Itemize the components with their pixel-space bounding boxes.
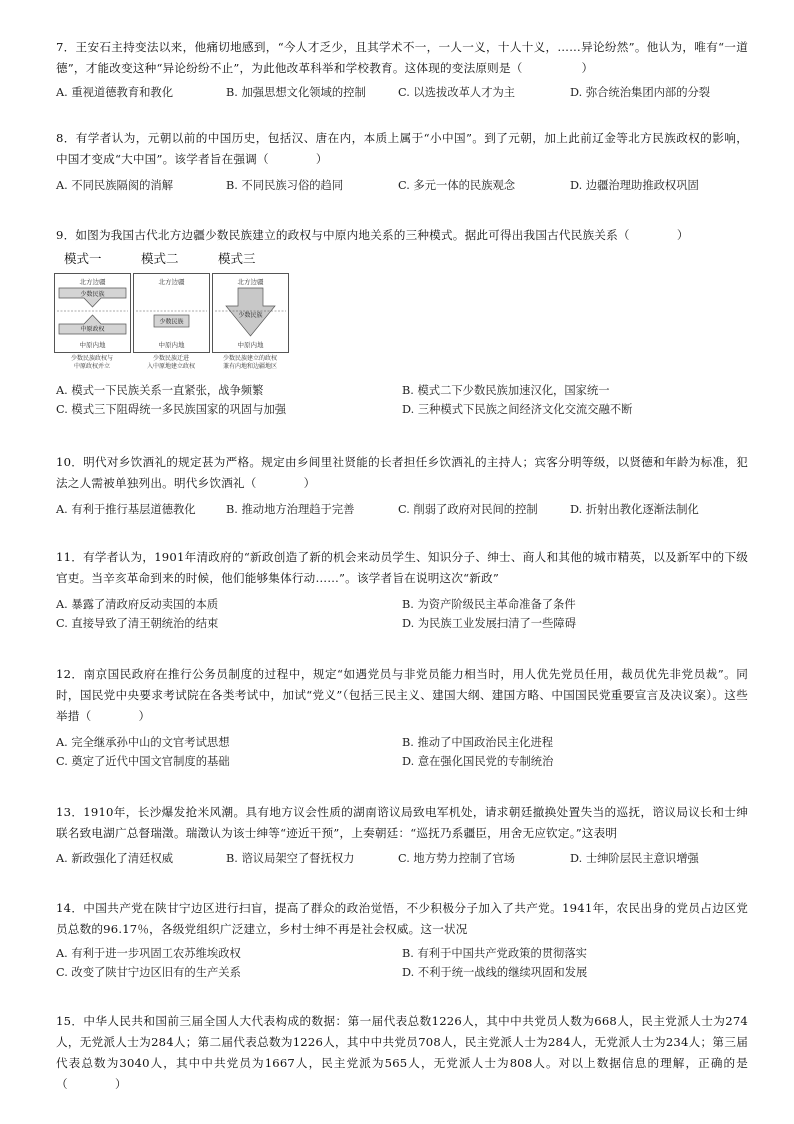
arrow-label: 少数民族: [238, 312, 263, 319]
option-b[interactable]: B. 有利于中国共产党政策的贯彻落实: [402, 947, 587, 960]
caption-line: 入中原地建立政权: [146, 363, 195, 370]
option-b[interactable]: B. 推动地方治理趋于完善: [226, 503, 355, 516]
panel-caption: [131, 355, 211, 371]
question-9-options: [56, 381, 748, 419]
option-b[interactable]: B. 不同民族习俗的趋同: [226, 179, 344, 192]
figure-panel-mode-2: [133, 273, 210, 353]
caption-line: 兼有内地和边疆地区: [222, 363, 277, 370]
option-d[interactable]: D. 意在强化国民党的专制统治: [402, 755, 554, 768]
question-stem: 9．如图为我国古代北方边疆少数民族建立的政权与中原内地关系的三种模式。据此可得出我国古代民族关系（ ）: [56, 228, 689, 242]
option-d[interactable]: D. 不利于统一战线的继续巩固和发展: [402, 966, 588, 979]
option-b[interactable]: B. 推动了中国政治民主化进程: [402, 736, 554, 749]
question-stem: 7．王安石主持变法以来，他痛切地感到，“今人才乏少，且其学术不一，一人一义，十人十义，……异论纷然”。他认为，唯有“一道德”，才能改变这种“异论纷纷不止”，为此他改革科举和学校教育。这体现的变法原则是（ ）: [56, 40, 748, 75]
panel-bottom-label: 中原内地: [237, 341, 264, 349]
question-10: [56, 452, 748, 519]
figure-tab: 模式二: [141, 251, 179, 266]
question-stem: 10．明代对乡饮酒礼的规定甚为严格。规定由乡闾里社贤能的长者担任乡饮酒礼的主持人；宾客分明等级，以贤德和年龄为标准，犯法之人需被单独列出。明代乡饮酒礼（ ）: [56, 455, 748, 490]
option-d[interactable]: D. 士绅阶层民主意识增强: [570, 852, 699, 865]
panel-caption: [52, 355, 132, 371]
options: [56, 500, 748, 519]
figure-panel-mode-3: [212, 273, 289, 353]
options: [56, 381, 748, 419]
option-b[interactable]: B. 谘议局架空了督抚权力: [226, 852, 355, 865]
panel-bottom-label: 中原内地: [79, 341, 106, 349]
options: [56, 944, 748, 982]
lower-arrow-label: 中原政权: [80, 326, 105, 333]
figure-tab: 模式三: [218, 251, 256, 266]
question-stem: 12．南京国民政府在推行公务员制度的过程中，规定“如遇党员与非党员能力相当时，用人优先党员任用，裁员优先非党员裁”。同时，国民党中央要求考试院在各类考试中，加试“党义”（包括三民主义、建国大纲、建国方略、中国国民党重要宣言及决议案）。这些举措（ ）: [56, 667, 748, 723]
option-b[interactable]: B. 为资产阶级民主革命准备了条件: [402, 598, 576, 611]
caption-line: 少数民族政权与: [70, 355, 113, 362]
options: [56, 849, 748, 868]
question-stem: 8．有学者认为，元朝以前的中国历史，包括汉、唐在内，本质上属于“小中国”。到了元朝，加上此前辽金等北方民族政权的影响，中国才变成“大中国”。该学者旨在强调（ ）: [56, 131, 748, 166]
question-9: [56, 225, 748, 246]
panel-bottom-label: 中原内地: [158, 341, 185, 349]
option-a[interactable]: A. 有利于推行基层道德教化: [56, 503, 196, 516]
question-8: [56, 128, 748, 195]
figure-panel-mode-1: [54, 273, 131, 353]
question-stem: 15．中华人民共和国前三届全国人大代表构成的数据：第一届代表总数1226人，其中中共党员人数为668人，民主党派人士为274人，无党派人士为284人；第二届代表总数为1226人，其中中共党员708人，民主党派人士为284人，无党派人士为234人；第三届代表总数为3040人，其中中共党员为1667人，民主党派为565人，无党派人士为808人。对以上数据信息的理解，正确的是（ ）: [56, 1014, 748, 1091]
caption-line: 少数民族建立的政权: [222, 355, 277, 362]
question-7: [56, 37, 748, 102]
option-b[interactable]: B. 加强思想文化领域的控制: [226, 86, 366, 99]
option-a[interactable]: A. 不同民族隔阂的消解: [56, 179, 174, 192]
question-13: [56, 802, 748, 868]
question-12: [56, 664, 748, 771]
option-d[interactable]: D. 弥合统治集团内部的分裂: [570, 86, 711, 99]
question-14: [56, 898, 748, 982]
option-c[interactable]: C. 改变了陕甘宁边区旧有的生产关系: [56, 966, 241, 979]
option-c[interactable]: C. 模式三下阻碍统一多民族国家的巩固与加强: [56, 403, 287, 416]
question-11: [56, 547, 748, 633]
options: [56, 83, 748, 102]
upper-arrow-label: 少数民族: [80, 291, 105, 298]
option-d[interactable]: D. 边疆治理助推政权巩固: [570, 179, 699, 192]
figure-tab: 模式一: [64, 251, 102, 266]
question-stem: 14．中国共产党在陕甘宁边区进行扫盲，提高了群众的政治觉悟，不少积极分子加入了共产党。1941年，农民出身的党员占边区党员总数的96.17％，各级党组织广泛建立，乡村士绅不再是社会权威。这一状况: [56, 901, 748, 936]
option-b[interactable]: B. 模式二下少数民族加速汉化，国家统一: [402, 384, 610, 397]
panel-top-label: 北方边疆: [158, 278, 185, 286]
panel-caption: [210, 355, 290, 371]
option-c[interactable]: C. 地方势力控制了官场: [398, 852, 516, 865]
panel-top-label: 北方边疆: [237, 278, 264, 286]
option-c[interactable]: C. 以选拔改革人才为主: [398, 86, 516, 99]
option-d[interactable]: D. 为民族工业发展扫清了一些障碍: [402, 617, 576, 630]
question-stem: 11．有学者认为，1901年清政府的“新政创造了新的机会来动员学生、知识分子、绅士、商人和其他的城市精英，以及新军中的下级官吏。当辛亥革命到来的时候，他们能够集体行动……”。该学者旨在说明这次“新政”: [56, 550, 748, 585]
option-c[interactable]: C. 多元一体的民族观念: [398, 179, 516, 192]
option-a[interactable]: A. 新政强化了清廷权威: [56, 852, 174, 865]
option-d[interactable]: D. 折射出教化逐渐法制化: [570, 503, 699, 516]
question-stem: 13．1910年，长沙爆发抢米风潮。具有地方议会性质的湖南谘议局致电军机处，请求朝廷撤换处置失当的巡抚，谘议局议长和士绅联名致电湖广总督瑞澂。瑞澂认为该士绅等“迹近干预”，上奏朝廷：“巡抚乃系疆臣，用舍无应钦定。”这表明: [56, 805, 748, 840]
question-15: [56, 1011, 748, 1095]
caption-line: 中原政权并立: [73, 363, 110, 370]
option-c[interactable]: C. 奠定了近代中国文官制度的基础: [56, 755, 230, 768]
option-a[interactable]: A. 重视道德教育和教化: [56, 86, 174, 99]
panel-top-label: 北方边疆: [79, 278, 106, 286]
caption-line: 少数民族迁进: [152, 355, 189, 362]
option-a[interactable]: A. 模式一下民族关系一直紧张，战争频繁: [56, 384, 264, 397]
options: [56, 176, 748, 195]
question-9-figure: [54, 249, 294, 373]
option-c[interactable]: C. 削弱了政府对民间的控制: [398, 503, 538, 516]
option-a[interactable]: A. 暴露了清政府反动卖国的本质: [56, 598, 219, 611]
options: [56, 595, 748, 633]
option-a[interactable]: A. 完全继承孙中山的文官考试思想: [56, 736, 230, 749]
option-c[interactable]: C. 直接导致了清王朝统治的结束: [56, 617, 219, 630]
option-a[interactable]: A. 有利于进一步巩固工农苏维埃政权: [56, 947, 241, 960]
option-d[interactable]: D. 三种模式下民族之间经济文化交流交融不断: [402, 403, 633, 416]
options: [56, 733, 748, 771]
box-label: 少数民族: [159, 318, 184, 326]
